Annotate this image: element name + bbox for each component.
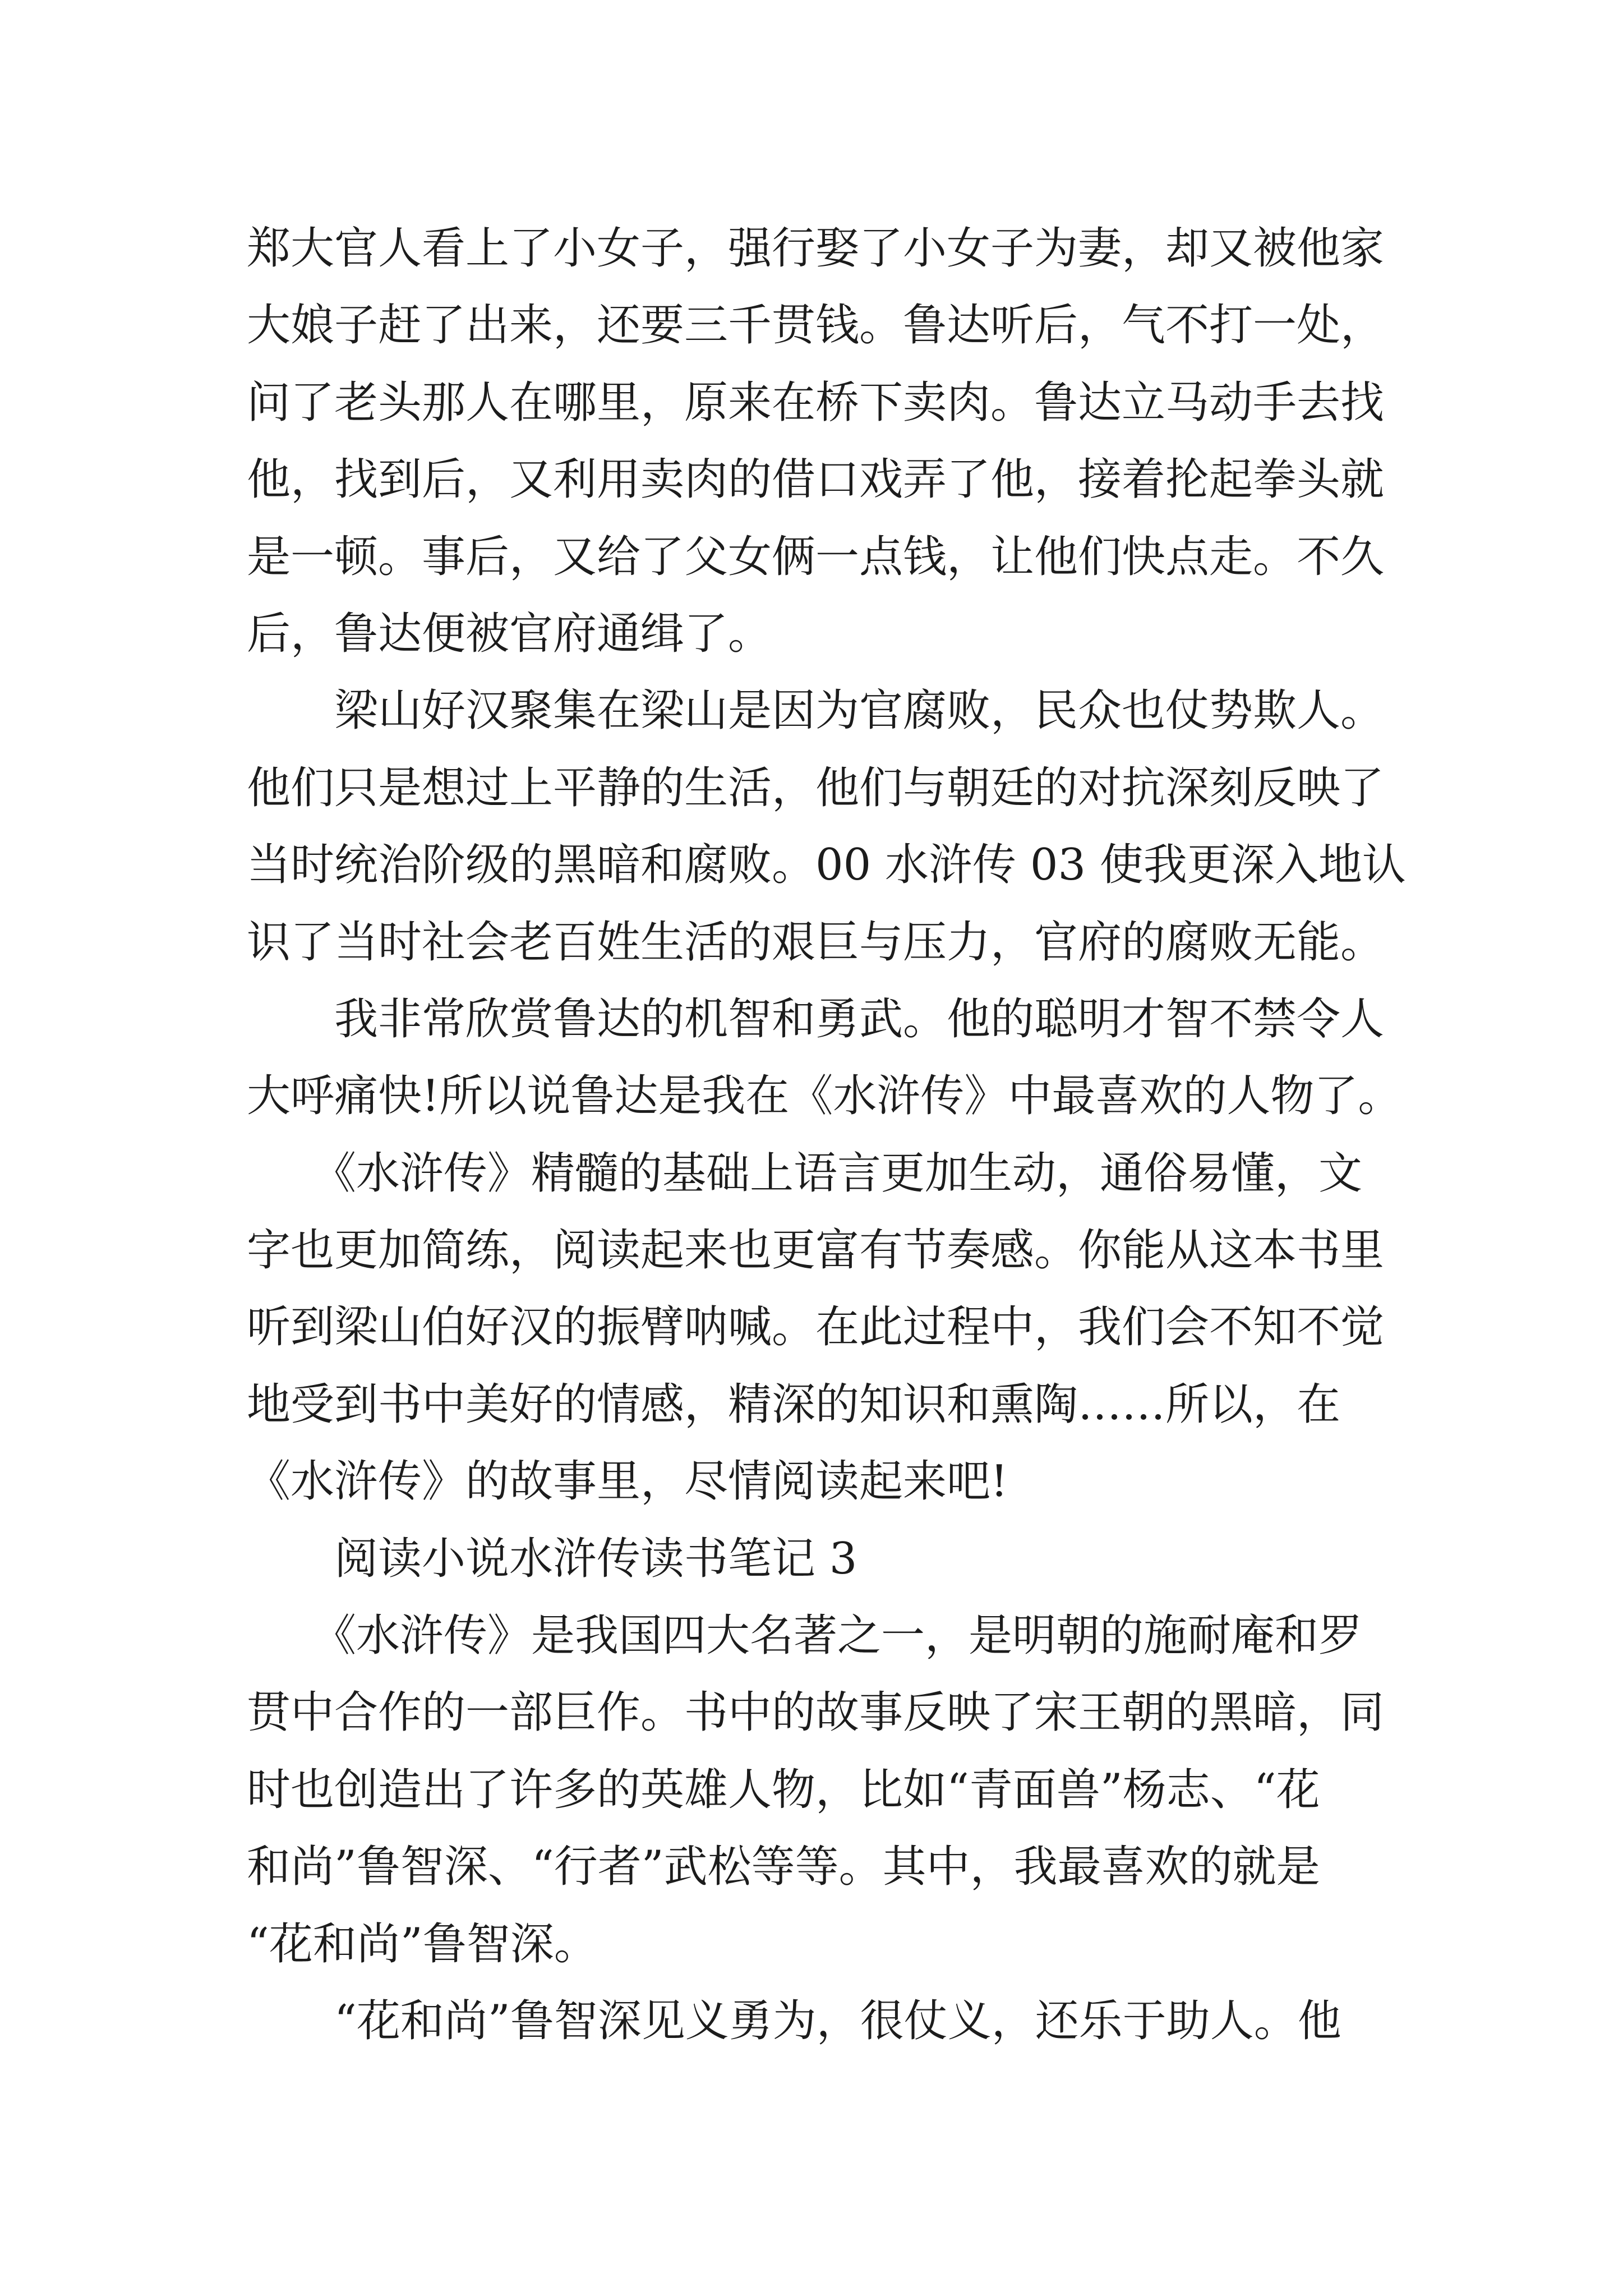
text-line: 问了老头那人在哪里，原来在桥下卖肉。鲁达立马动手去找	[247, 377, 1385, 428]
text-line: 是一顿。事后，又给了父女俩一点钱，让他们快点走。不久	[247, 531, 1385, 582]
text-line: 地受到书中美好的情感，精深的知识和熏陶……所以，在	[247, 1379, 1341, 1430]
text-line: 他，找到后，又利用卖肉的借口戏弄了他，接着抡起拳头就	[247, 454, 1385, 505]
section-heading: 阅读小说水浒传读书笔记 3	[247, 1533, 857, 1584]
text-line: 听到梁山伯好汉的振臂呐喊。在此过程中，我们会不知不觉	[247, 1302, 1385, 1353]
text-line: 《水浒传》的故事里，尽情阅读起来吧!	[247, 1456, 1008, 1507]
text-line: 《水浒传》是我国四大名著之一，是明朝的施耐庵和罗	[247, 1611, 1363, 1662]
text-line: 郑大官人看上了小女子，强行娶了小女子为妻，却又被他家	[247, 223, 1385, 274]
text-line: 大娘子赶了出来，还要三千贯钱。鲁达听后，气不打一处，	[247, 300, 1385, 351]
text-line: 字也更加简练，阅读起来也更富有节奏感。你能从这本书里	[247, 1225, 1385, 1276]
text-line: 和尚”鲁智深、“行者”武松等等。其中，我最喜欢的就是	[247, 1842, 1320, 1893]
text-line: 贯中合作的一部巨作。书中的故事反映了宋王朝的黑暗，同	[247, 1687, 1385, 1738]
text-line: 我非常欣赏鲁达的机智和勇武。他的聪明才智不禁令人	[247, 993, 1385, 1045]
text-line: 《水浒传》精髓的基础上语言更加生动，通俗易懂，文	[247, 1148, 1363, 1199]
text-line: 他们只是想过上平静的生活，他们与朝廷的对抗深刻反映了	[247, 762, 1385, 813]
text-line: 识了当时社会老百姓生活的艰巨与压力，官府的腐败无能。	[247, 917, 1385, 968]
text-line: “花和尚”鲁智深见义勇为，很仗义，还乐于助人。他	[247, 1995, 1341, 2046]
text-line: 大呼痛快!所以说鲁达是我在《水浒传》中最喜欢的人物了。	[247, 1071, 1402, 1122]
body-text	[247, 210, 1406, 2060]
text-line: 时也创造出了许多的英雄人物，比如“青面兽”杨志、“花	[247, 1764, 1320, 1815]
text-line: 当时统治阶级的黑暗和腐败。00 水浒传 03 使我更深入地认	[247, 840, 1406, 891]
text-line: “花和尚”鲁智深。	[247, 1918, 598, 1970]
text-line: 梁山好汉聚集在梁山是因为官腐败，民众也仗势欺人。	[247, 685, 1385, 737]
text-line: 后，鲁达便被官府通缉了。	[247, 608, 772, 659]
